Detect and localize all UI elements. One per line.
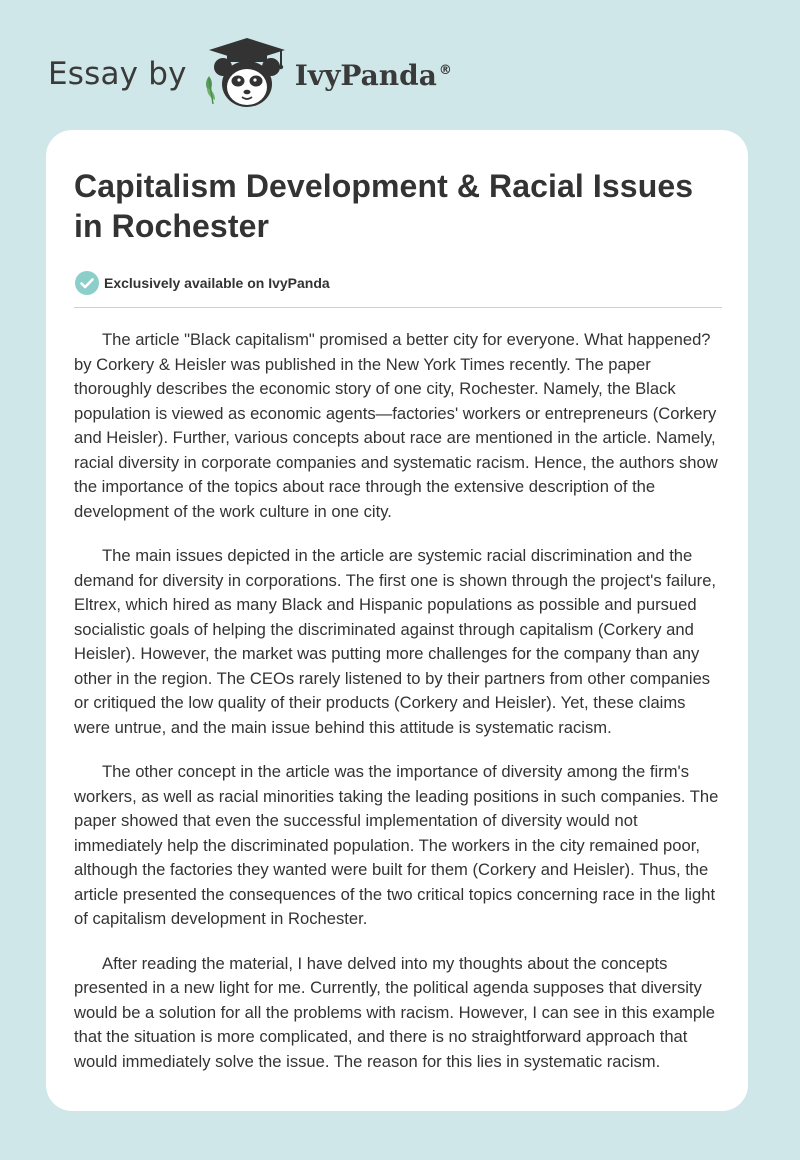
panda-logo-icon[interactable]: [201, 34, 293, 110]
essay-paragraph: The other concept in the article was the importance of diversity among the firm's workers, as well as racial minorities taking the leading positions in such companies. The paper showed that even the successful implementation of diversity would not immediately help the discriminated population. The workers in the city remained poor, although the factories they wanted were built for them (Corkery and Heisler). Thus, the article presented the consequences of the two critical topics concerning race in the light of capitalism development in Rochester.: [74, 762, 719, 928]
essay-paragraph: After reading the material, I have delved into my thoughts about the concepts presented in a new light for me. Currently, the political agenda supposes that diversity would be a solution for all the problems with racism. However, I can see in this example that the situation is more complicated, and there is no straightforward approach that would immediately solve the issue. The reason for this lies in systematic racism.: [74, 953, 716, 1071]
essay-body: [74, 328, 722, 1074]
essay-card: [46, 130, 748, 1111]
essay-title: Capitalism Development & Racial Issues in Rochester: [74, 168, 694, 244]
exclusive-badge: [74, 270, 722, 296]
site-header: [48, 34, 452, 110]
essay-paragraph: The main issues depicted in the article are systemic racial discrimination and the demand for diversity in corporations. The first one is shown through the project's failure, Eltrex, which hired as many Black and Hispanic populations as possible and pursued socialistic goals of helping the discriminated against through capitalism (Corkery and Heisler). However, the market was putting more challenges for the company than any other in the region. The CEOs rarely listened to by their partners from other companies or critiqued the low quality of their products (Corkery and Heisler). Yet, these claims were untrue, and the main issue behind this attitude is systematic racism.: [74, 546, 717, 737]
divider: [74, 307, 722, 308]
exclusive-label: Exclusively available on IvyPanda: [104, 275, 330, 291]
check-circle-icon: [74, 270, 100, 296]
essay-paragraph: The article "Black capitalism" promised a better city for everyone. What happened? by Corkery & Heisler was published in the New York Times recently. The paper thoroughly describes the economic story of one city, Rochester. Namely, the Black population is viewed as economic agents—factories' workers or entrepreneurs (Corkery and Heisler). Further, various concepts about race are mentioned in the article. Namely, racial diversity in corporate companies and systematic racism. Hence, the authors show the importance of the topics about race through the extensive description of the development of the work culture in one city.: [74, 330, 718, 521]
brand-prefix: Essay by: [48, 56, 187, 92]
registered-mark: ®: [438, 63, 452, 79]
brand-name-text: IvyPanda: [294, 58, 437, 92]
brand-name: [295, 59, 452, 92]
